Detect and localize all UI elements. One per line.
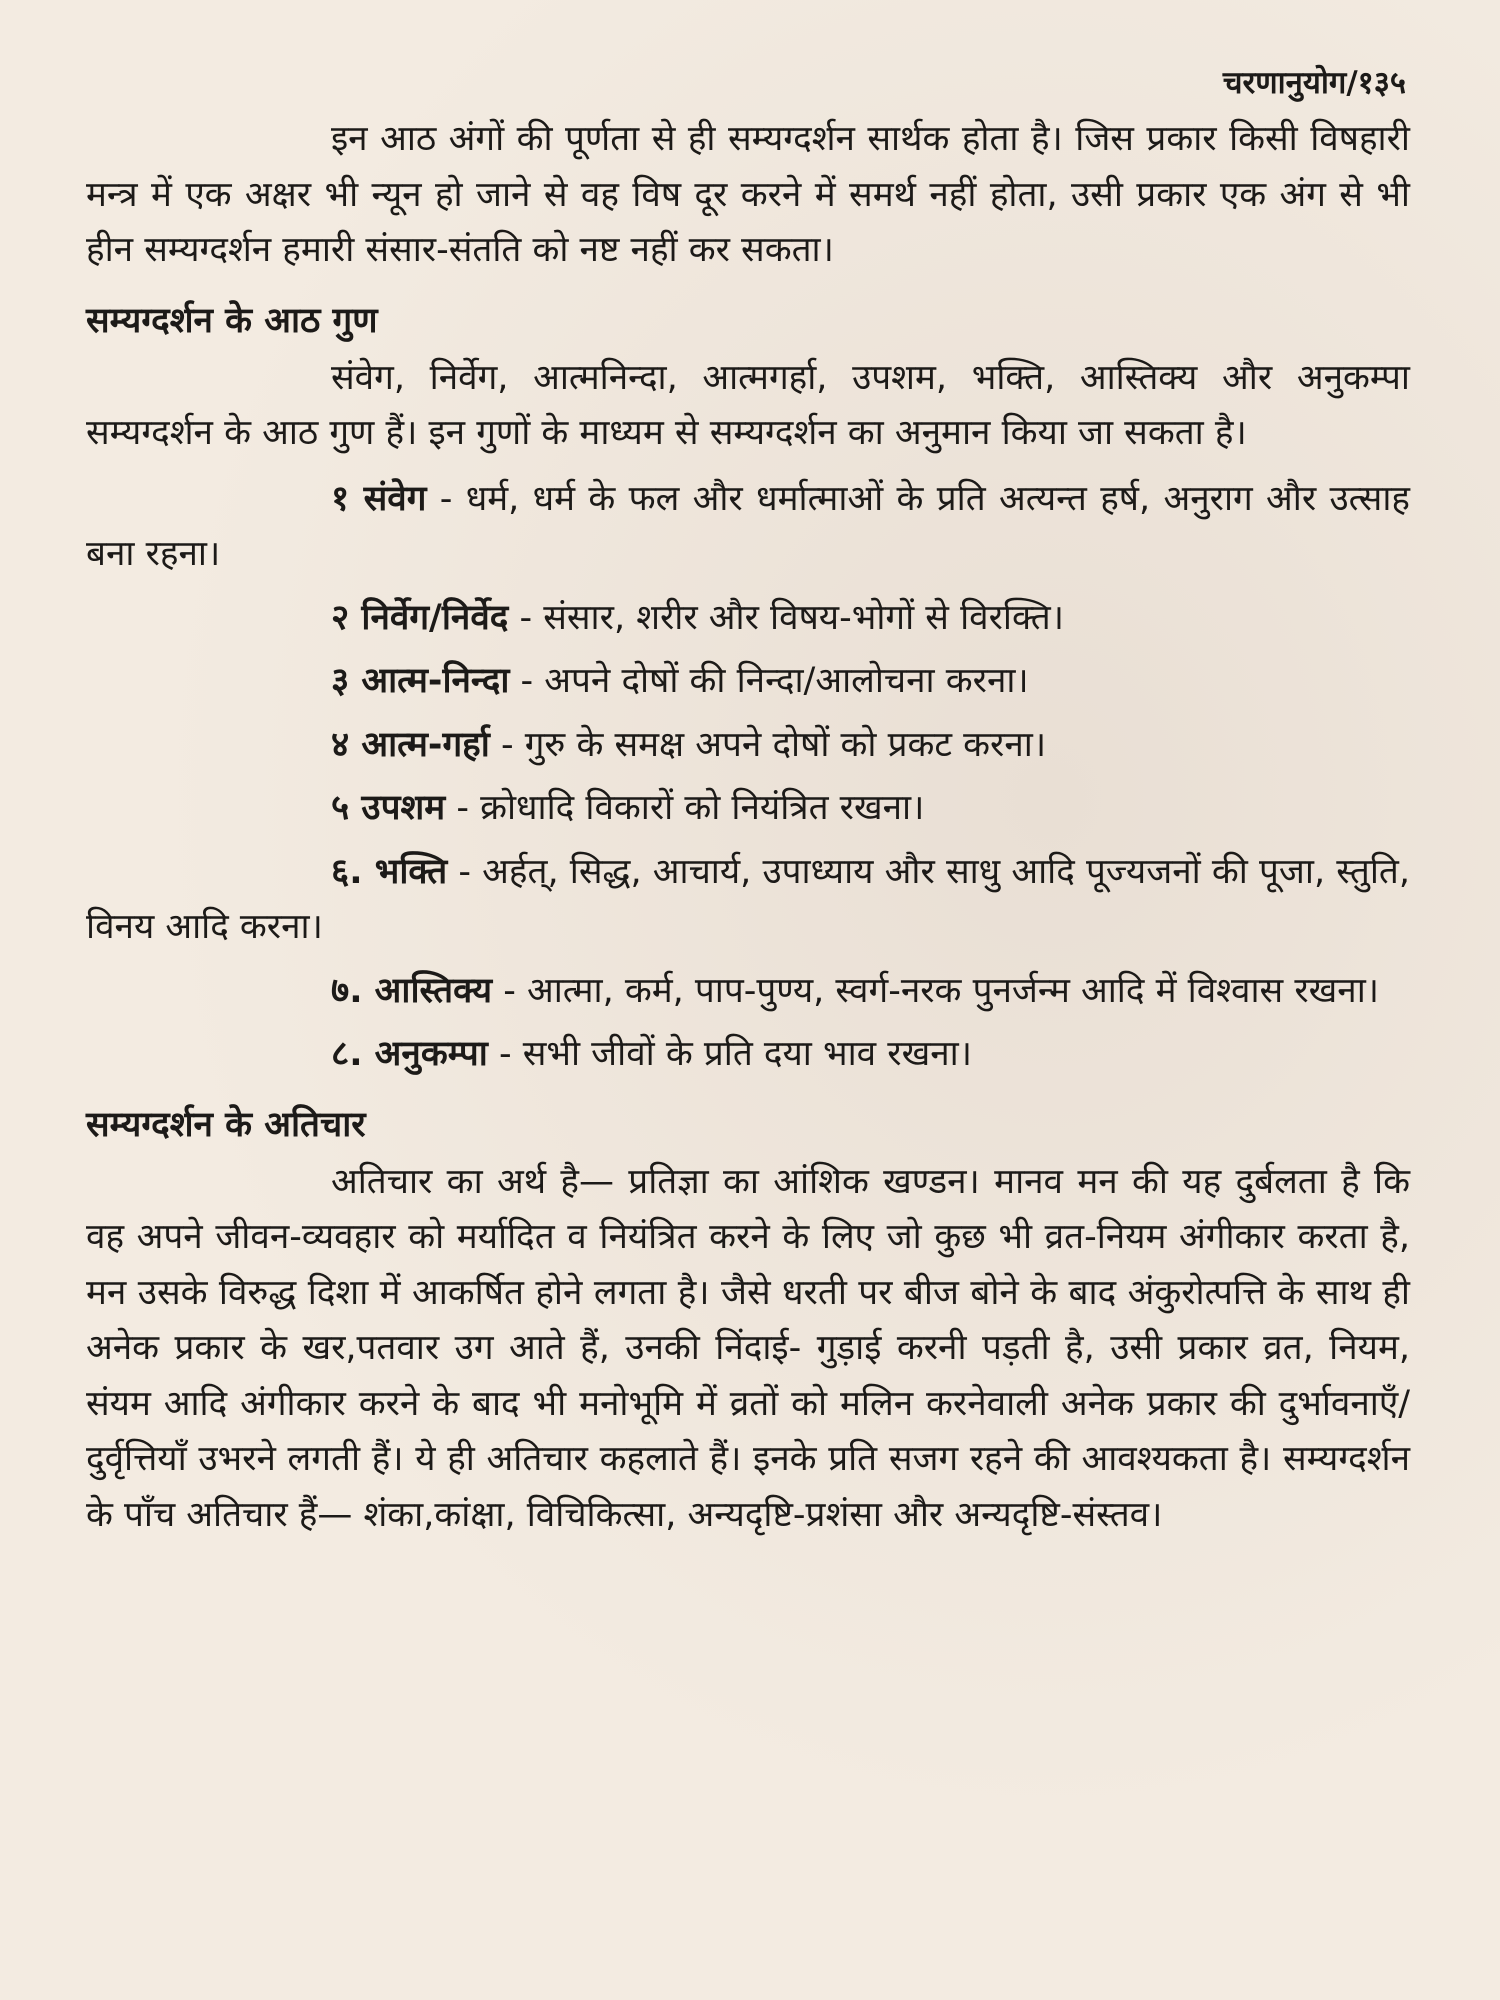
qualities-paragraph: संवेग, निर्वेग, आत्मनिन्दा, आत्मगर्हा, उपशम, भक्ति, आस्तिक्य और अनुकम्पा सम्यग्दर्शन के आठ गुण हैं। इन गुणों के माध्यम से सम्यग्दर्शन का अनुमान किया जा सकता है।: [86, 357, 1410, 453]
quality-term: ८. अनुकम्पा: [331, 1034, 488, 1074]
list-item: [86, 845, 1410, 956]
list-item: [86, 591, 1410, 647]
quality-description: - क्रोधादि विकारों को नियंत्रित रखना।: [445, 788, 925, 828]
section-heading-transgressions: सम्यग्दर्शन के अतिचार: [86, 1104, 366, 1145]
qualities-list: [86, 472, 1410, 1083]
quality-description: - धर्म, धर्म के फल और धर्मात्माओं के प्रति अत्यन्त हर्ष, अनुराग और उत्साह बना रहना।: [86, 478, 1410, 574]
quality-description: - सभी जीवों के प्रति दया भाव रखना।: [487, 1034, 972, 1074]
list-item: [86, 964, 1410, 1020]
transgressions-paragraph: अतिचार का अर्थ है— प्रतिज्ञा का आंशिक खण्डन। मानव मन की यह दुर्बलता है कि वह अपने जीवन-व्यवहार को मर्यादित व नियंत्रित करने के लिए जो कुछ भी व्रत-नियम अंगीकार करता है, मन उसके विरुद्ध दिशा में आकर्षित होने लगता है। जैसे धरती पर बीज बोने के बाद अंकुरोत्पत्ति के साथ ही अनेक प्रकार के खर,पतवार उग आते हैं, उनकी निंदाई- गुड़ाई करनी पड़ती है, उसी प्रकार व्रत, नियम, संयम आदि अंगीकार करने के बाद भी मनोभूमि में व्रतों को मलिन करनेवाली अनेक प्रकार की दुर्भावनाएँ/दुर्वृत्तियाँ उभरने लगती हैं। ये ही अतिचार कहलाते हैं। इनके प्रति सजग रहने की आवश्यकता है। सम्यग्दर्शन के पाँच अतिचार हैं— शंका,कांक्षा, विचिकित्सा, अन्यदृष्टि-प्रशंसा और अन्यदृष्टि-संस्तव।: [86, 1161, 1410, 1535]
quality-description: - अपने दोषों की निन्दा/आलोचना करना।: [509, 661, 1029, 701]
quality-description: - आत्मा, कर्म, पाप-पुण्य, स्वर्ग-नरक पुनर्जन्म आदि में विश्वास रखना।: [492, 970, 1380, 1011]
list-item: [86, 1027, 1410, 1083]
list-item: [86, 718, 1410, 774]
list-item: [86, 472, 1410, 583]
section-heading-eight-qualities: सम्यग्दर्शन के आठ गुण: [86, 300, 378, 341]
list-item: [86, 654, 1410, 710]
quality-description: - अर्हत्, सिद्ध, आचार्य, उपाध्याय और साधु आदि पूज्यजनों की पूजा, स्तुति, विनय आदि करना।: [86, 851, 1410, 947]
quality-term: ७. आस्तिक्य: [331, 970, 493, 1011]
list-item: [86, 781, 1410, 837]
quality-term: १ संवेग: [331, 478, 427, 519]
intro-paragraph: इन आठ अंगों की पूर्णता से ही सम्यग्दर्शन सार्थक होता है। जिस प्रकार किसी विषहारी मन्त्र में एक अक्षर भी न्यून हो जाने से वह विष दूर करने में समर्थ नहीं होता, उसी प्रकार एक अंग से भी हीन सम्यग्दर्शन हमारी संसार-संतति को नष्ट नहीं कर सकता।: [86, 119, 1410, 270]
quality-term: ४ आत्म-गर्हा: [331, 724, 490, 765]
quality-term: ३ आत्म-निन्दा: [331, 661, 510, 701]
quality-term: २ निर्वेग/निर्वेद: [331, 597, 509, 638]
quality-description: - संसार, शरीर और विषय-भोगों से विरक्ति।: [508, 597, 1064, 638]
quality-term: ५ उपशम: [331, 788, 446, 828]
quality-description: - गुरु के समक्ष अपने दोषों को प्रकट करना।: [489, 724, 1047, 765]
running-header: चरणानुयोग/१३५: [1222, 65, 1406, 101]
quality-term: ६. भक्ति: [331, 851, 448, 892]
